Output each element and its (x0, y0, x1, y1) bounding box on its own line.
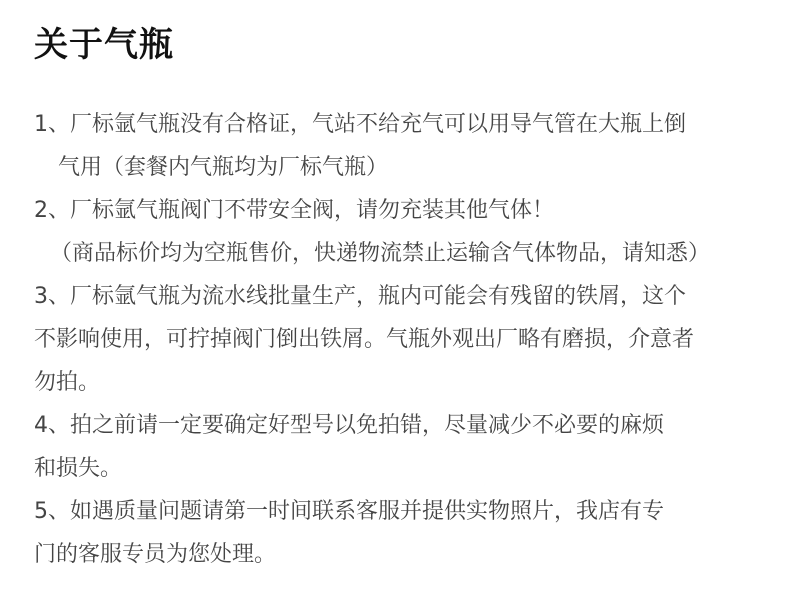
notice-line-5-continued: 门的客服专员为您处理。 (34, 542, 277, 567)
notice-line-1-continued: 气用（套餐内气瓶均为厂标气瓶） (58, 155, 389, 180)
notice-line-2: 2、厂标氩气瓶阀门不带安全阀，请勿充装其他气体！ (34, 198, 554, 223)
notice-price-note: （商品标价均为空瓶售价，快递物流禁止运输含气体物品，请知悉） (50, 241, 711, 266)
notice-line-4: 4、拍之前请一定要确定好型号以免拍错，尽量减少不必要的麻烦 (34, 413, 664, 438)
notice-line-3-continued-b: 勿拍。 (34, 370, 101, 395)
notice-line-5: 5、如遇质量问题请第一时间联系客服并提供实物照片，我店有专 (34, 499, 664, 524)
notice-content (34, 103, 774, 576)
notice-line-1: 1、厂标氩气瓶没有合格证，气站不给充气可以用导气管在大瓶上倒 (34, 112, 686, 137)
notice-line-4-continued: 和损失。 (34, 456, 123, 481)
notice-line-3-continued-a: 不影响使用，可拧掉阀门倒出铁屑。气瓶外观出厂略有磨损，介意者 (34, 327, 695, 352)
page-title: 关于气瓶 (34, 25, 174, 65)
notice-line-3: 3、厂标氩气瓶为流水线批量生产，瓶内可能会有残留的铁屑，这个 (34, 284, 686, 309)
